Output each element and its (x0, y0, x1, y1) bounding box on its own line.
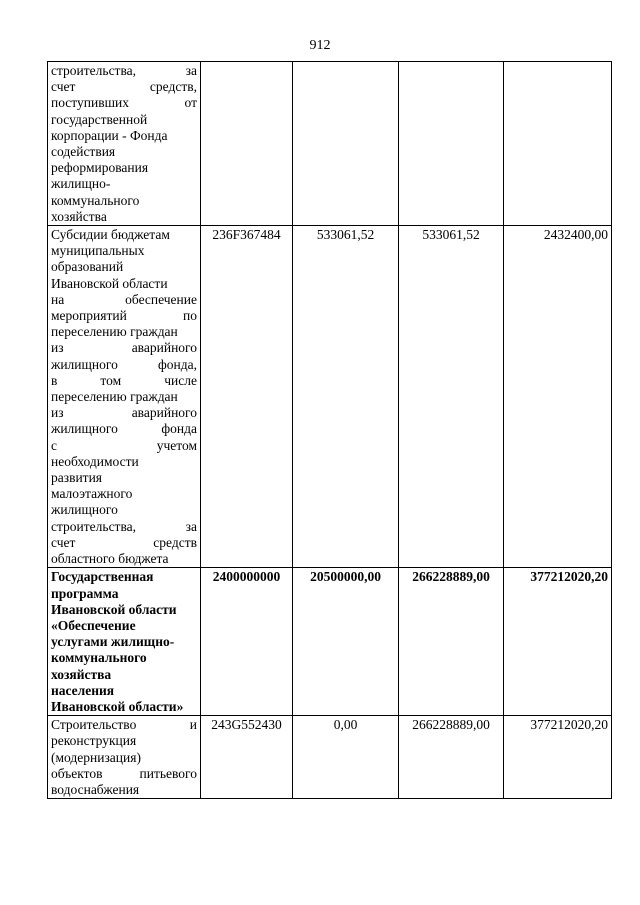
row-value-1: 0,00 (293, 716, 399, 799)
description-line: областного бюджета (51, 551, 169, 567)
description-line: необходимости (51, 453, 139, 469)
row-code: 2400000000 (201, 568, 293, 716)
table-row (48, 226, 612, 568)
description-line: мероприятий по (51, 308, 197, 324)
description-line: жилищно- (51, 176, 111, 192)
description-line: населения (51, 682, 115, 698)
table-row (48, 716, 612, 799)
description-line: муниципальных (51, 243, 145, 259)
row-value-2: 266228889,00 (399, 568, 504, 716)
row-code (201, 62, 293, 226)
description-line: корпорации - Фонда (51, 127, 168, 143)
row-value-2: 533061,52 (399, 226, 504, 568)
description-line: Ивановской области (51, 275, 168, 291)
description-line: программа (51, 585, 119, 601)
row-value-3: 2432400,00 (504, 226, 612, 568)
description-line: Субсидии бюджетам (51, 227, 170, 243)
row-value-3: 377212020,20 (504, 568, 612, 716)
row-value-2 (399, 62, 504, 226)
description-line: счет средств (51, 534, 197, 550)
description-line: Строительство и (51, 717, 197, 733)
table-row (48, 568, 612, 716)
description-line: жилищного фонда, (51, 356, 197, 372)
description-line: водоснабжения (51, 781, 140, 797)
description-line: счет средств, (51, 79, 197, 95)
description-line: переселению граждан (51, 324, 178, 340)
description-line: из аварийного (51, 405, 197, 421)
row-value-3: 377212020,20 (504, 716, 612, 799)
description-line: (модернизация) (51, 749, 141, 765)
description-line: на обеспечение (51, 291, 197, 307)
description-line: из аварийного (51, 340, 197, 356)
row-value-2: 266228889,00 (399, 716, 504, 799)
description-line: государственной (51, 111, 148, 127)
description-line: образований (51, 259, 124, 275)
description-line: Ивановской области» (51, 698, 184, 714)
row-description (48, 716, 201, 799)
description-line: реформирования (51, 160, 149, 176)
table-row (48, 62, 612, 226)
description-line: с учетом (51, 437, 197, 453)
row-value-3 (504, 62, 612, 226)
description-line: хозяйства (51, 208, 107, 224)
description-line: Ивановской области (51, 601, 177, 617)
description-line: Государственная (51, 569, 154, 585)
row-code: 236F367484 (201, 226, 293, 568)
budget-table (47, 61, 612, 799)
description-line: поступивших от (51, 95, 197, 111)
description-line: коммунального (51, 650, 147, 666)
row-description (48, 226, 201, 568)
description-line: коммунального (51, 192, 140, 208)
description-line: строительства, за (51, 518, 197, 534)
row-description (48, 568, 201, 716)
page-number: 912 (309, 38, 331, 53)
row-value-1: 20500000,00 (293, 568, 399, 716)
row-value-1: 533061,52 (293, 226, 399, 568)
description-line: малоэтажного (51, 486, 133, 502)
description-line: содействия (51, 144, 116, 160)
row-code: 243G552430 (201, 716, 293, 799)
description-line: развития (51, 470, 103, 486)
description-line: «Обеспечение (51, 617, 136, 633)
description-line: объектов питьевого (51, 765, 197, 781)
row-value-1 (293, 62, 399, 226)
description-line: в том числе (51, 372, 197, 388)
description-line: услугами жилищно- (51, 634, 175, 650)
row-description (48, 62, 201, 226)
description-line: жилищного (51, 502, 118, 518)
description-line: переселению граждан (51, 389, 178, 405)
description-line: хозяйства (51, 666, 112, 682)
description-line: реконструкция (51, 733, 137, 749)
description-line: строительства, за (51, 63, 197, 78)
description-line: жилищного фонда (51, 421, 197, 437)
